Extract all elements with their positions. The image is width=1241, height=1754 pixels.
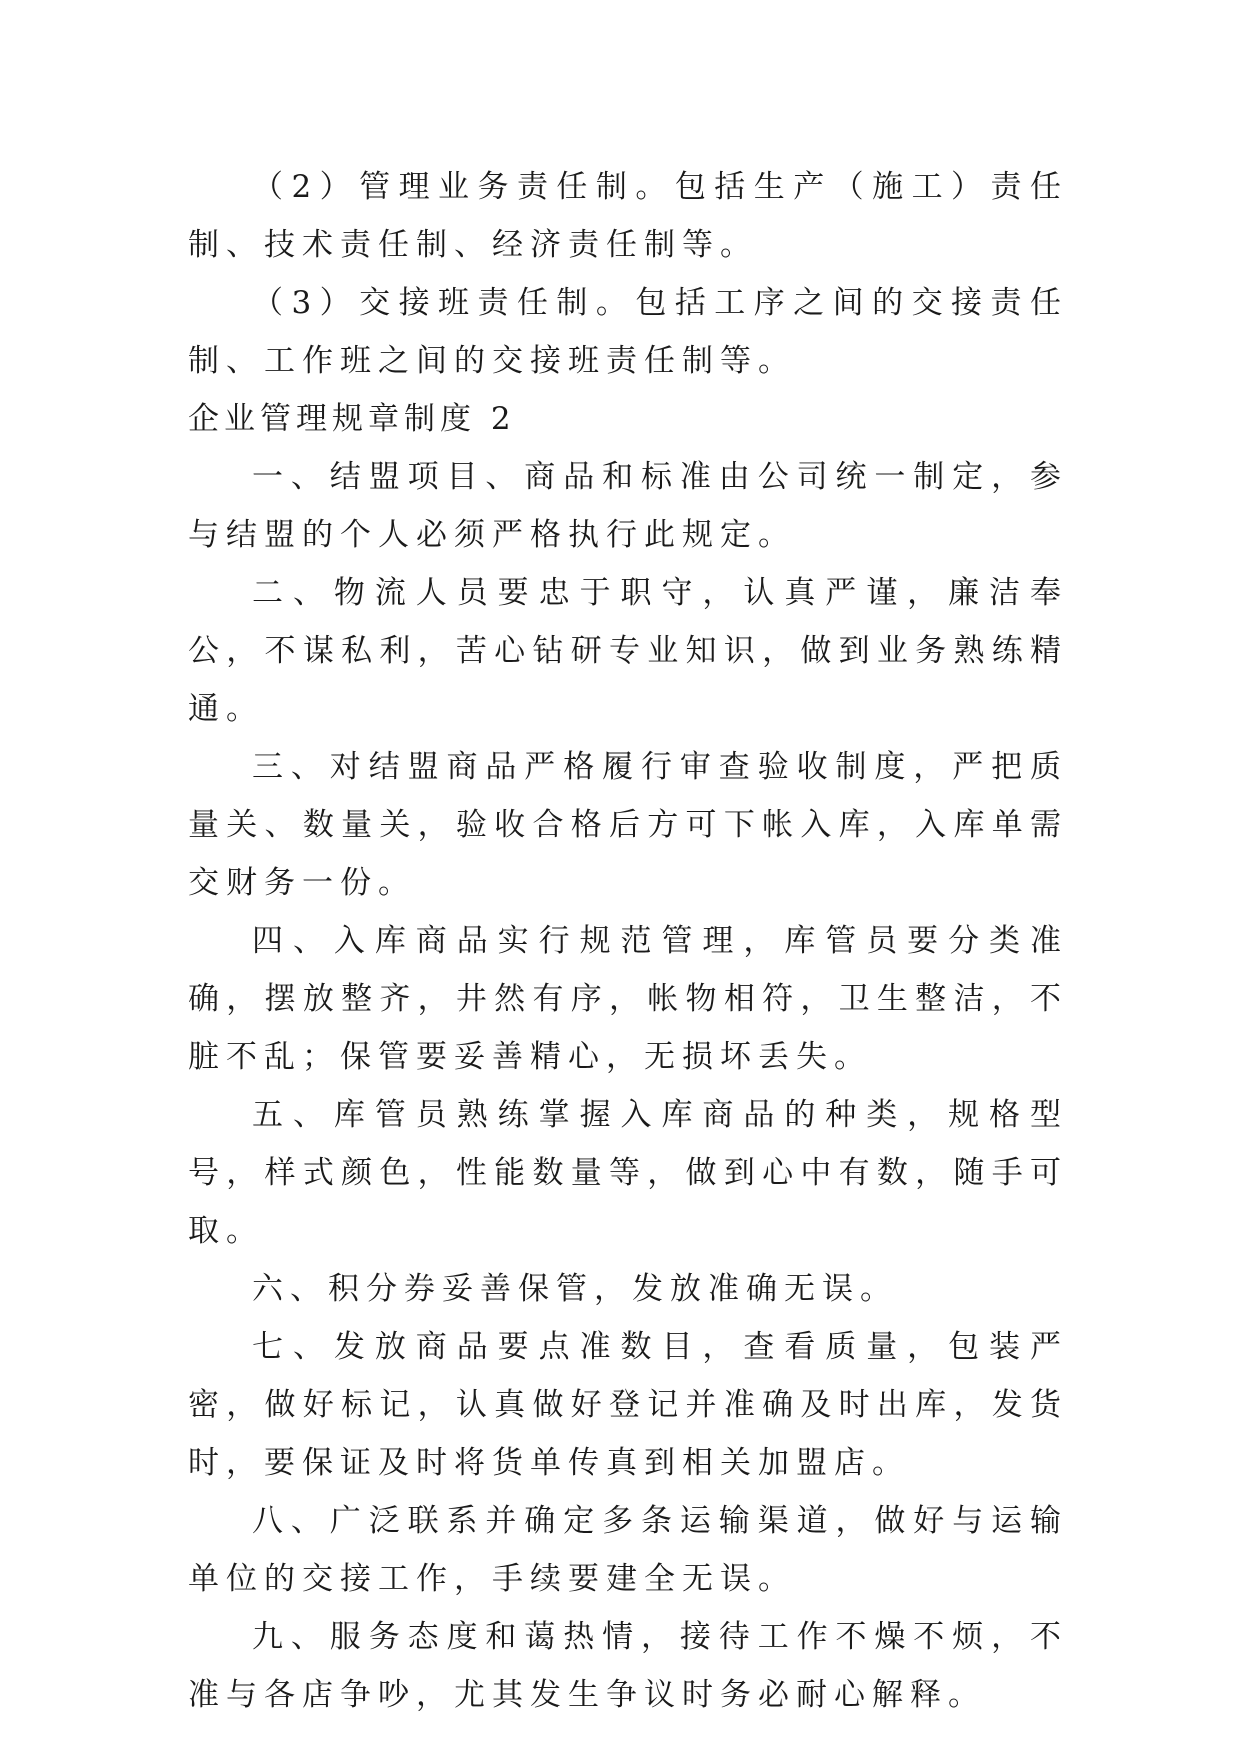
paragraph: 一、结盟项目、商品和标准由公司统一制定，参与结盟的个人必须严格执行此规定。 — [188, 459, 1068, 553]
paragraph: 七、发放商品要点准数目，查看质量，包装严密，做好标记，认真做好登记并准确及时出库，发货时，要保证及时将货单传真到相关加盟店。 — [188, 1329, 1068, 1481]
paragraph: 六、积分券妥善保管，发放准确无误。 — [252, 1271, 898, 1307]
paragraph: 三、对结盟商品严格履行审查验收制度，严把质量关、数量关，验收合格后方可下帐入库，入库单需交财务一份。 — [188, 749, 1068, 901]
document-body — [188, 158, 1068, 1724]
paragraph: 四、入库商品实行规范管理，库管员要分类准确，摆放整齐，井然有序，帐物相符，卫生整洁，不脏不乱；保管要妥善精心，无损坏丢失。 — [188, 923, 1068, 1075]
paragraph: （2）管理业务责任制。包括生产（施工）责任制、技术责任制、经济责任制等。 — [188, 169, 1068, 263]
paragraph: 五、库管员熟练掌握入库商品的种类，规格型号，样式颜色，性能数量等，做到心中有数，随手可取。 — [188, 1097, 1068, 1249]
paragraph: （3）交接班责任制。包括工序之间的交接责任制、工作班之间的交接班责任制等。 — [188, 285, 1068, 379]
paragraph: 九、服务态度和蔼热情，接待工作不燥不烦，不准与各店争吵，尤其发生争议时务必耐心解释。 — [188, 1619, 1068, 1713]
paragraph: 八、广泛联系并确定多条运输渠道，做好与运输单位的交接工作，手续要建全无误。 — [188, 1503, 1068, 1597]
paragraph: 二、物流人员要忠于职守，认真严谨，廉洁奉公，不谋私利，苦心钻研专业知识，做到业务熟练精通。 — [188, 575, 1068, 727]
section-heading: 企业管理规章制度 2 — [188, 401, 516, 437]
